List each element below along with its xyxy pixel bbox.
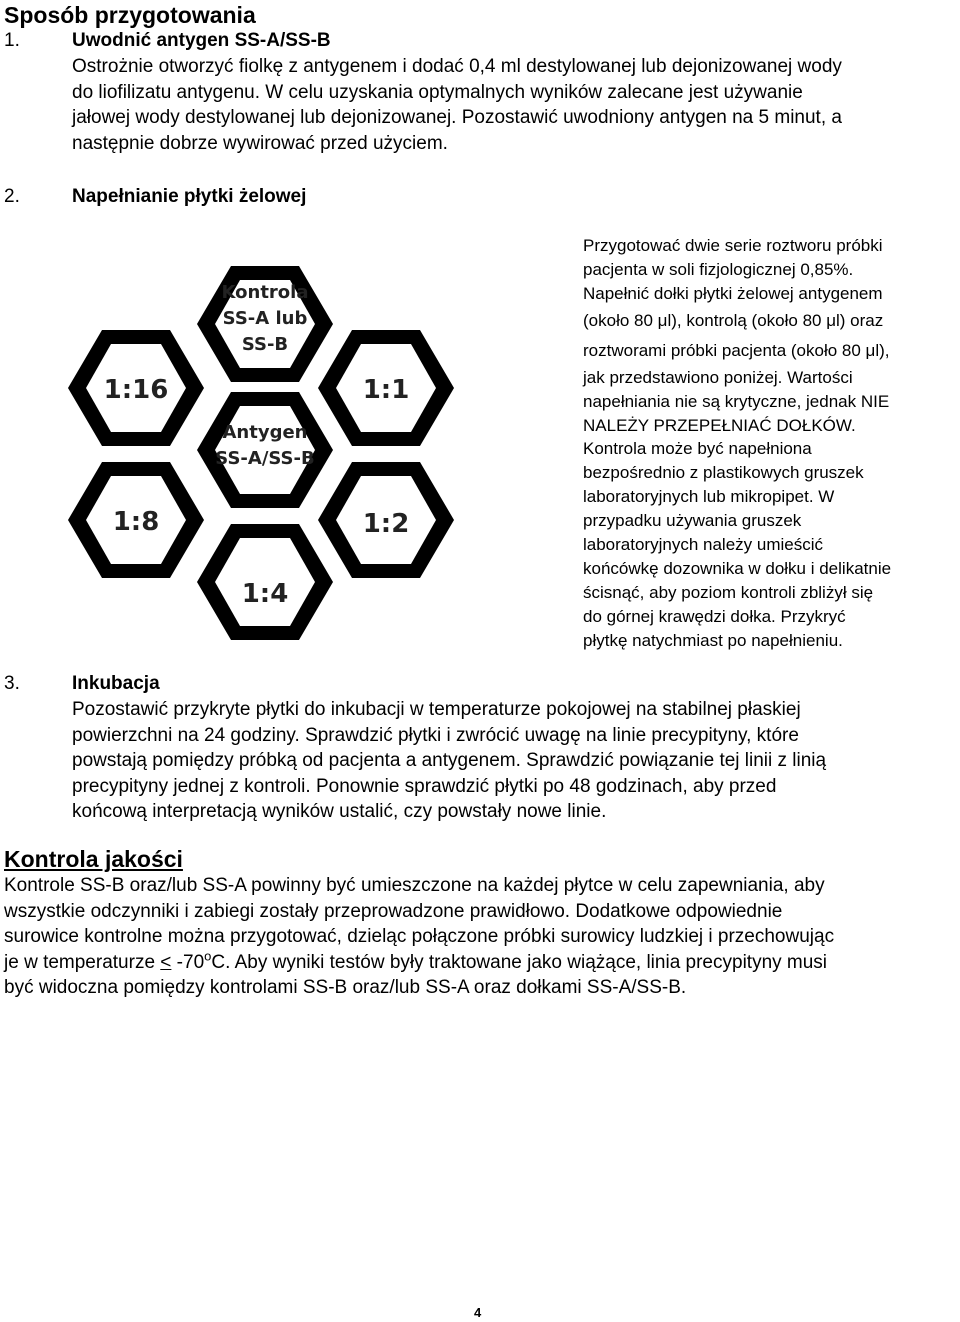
step-3-heading (4, 671, 404, 697)
dilution-label: 1:4 (241, 579, 289, 609)
step-2-line: przypadku używania gruszek (583, 511, 802, 531)
dilution-label: 1:1 (362, 375, 410, 405)
quality-line: surowice kontrolne można przygotować, dzieląc połączone próbki surowicy ludzkiej i przechowując (4, 926, 835, 947)
dilution-label: 1:16 (103, 375, 169, 405)
step-3-line: Pozostawić przykryte płytki do inkubacji w temperaturze pokojowej na stabilnej płaskiej (72, 699, 801, 720)
step-1-line: następnie dobrze wywirować przed użyciem. (72, 132, 448, 154)
well-control-label: SS-A lub (222, 308, 308, 329)
step-3-line: końcową interpretacją wyników ustalić, czy powstały nowe linie. (72, 801, 607, 822)
step-2-line: Przygotować dwie serie roztworu próbki (583, 236, 883, 255)
step-2-line: (około 80 μl), kontrolą (około 80 μl) oraz (583, 310, 884, 330)
degree-sign: o (204, 948, 212, 964)
step-2-line: NALEŻY PRZEPEŁNIAĆ DOŁKÓW. (583, 415, 856, 435)
step-1-line: jałowej wody destylowanej lub dejonizowanej. Pozostawić uwodniony antygen na 5 minut, a (72, 107, 842, 128)
step-2-line: bezpośrednio z plastikowych gruszek (583, 463, 864, 483)
quality-control-heading: Kontrola jakości (4, 846, 183, 872)
quality-control-text (4, 873, 956, 1001)
quality-line: być widoczna pomiędzy kontrolami SS-B oraz/lub SS-A oraz dołkami SS-A/SS-B. (4, 977, 687, 998)
dilution-label: 1:8 (112, 507, 160, 537)
step-1-line: do liofilizatu antygenu. W celu uzyskania optymalnych wyników zalecane jest używanie (72, 81, 803, 103)
well-antigen-label: Antygen (222, 422, 308, 443)
well-antigen-label: SS-A/SS-B (215, 448, 315, 469)
step-1-text (72, 54, 956, 156)
gel-plate-diagram (62, 248, 462, 640)
step-2-line: Kontrola może być napełniona (583, 439, 812, 459)
step-2-line: końcówkę dozownika w dołku i delikatnie (583, 558, 892, 578)
step-2-line: pacjenta w soli fizjologicznej 0,85%. (583, 259, 854, 279)
step-2-heading (4, 184, 404, 210)
hexagon-wells-diagram (62, 248, 462, 640)
step-2-number: 2. (4, 186, 20, 207)
step-3-title: Inkubacja (72, 673, 160, 694)
step-2-text (583, 234, 955, 653)
step-2-line: laboratoryjnych lub mikropipet. W (583, 487, 835, 507)
step-2-line: do górnej krawędzi dołka. Przykryć (583, 606, 846, 626)
step-2-title: Napełnianie płytki żelowej (72, 186, 307, 207)
quality-line-temperature (4, 950, 956, 976)
step-2-line: płytkę natychmiast po napełnieniu. (583, 630, 843, 650)
step-3-line: powstają pomiędzy próbką od pacjenta a antygenem. Sprawdzić powiązanie tej linii z linią (72, 750, 827, 771)
step-2-line: napełniania nie są krytyczne, jednak NIE (583, 391, 890, 411)
step-1-title: Uwodnić antygen SS-A/SS-B (72, 30, 331, 51)
step-2-line: Napełnić dołki płytki żelowej antygenem (583, 283, 883, 303)
less-or-equal-sign: < (160, 951, 172, 973)
step-2-line: roztworami próbki pacjenta (około 80 μl), (583, 340, 890, 360)
well-control-label: SS-B (241, 334, 289, 355)
step-3-line: powierzchni na 24 godziny. Sprawdzić płytki i zwrócić uwagę na linie precypityny, które (72, 724, 799, 746)
step-1-number: 1. (4, 30, 20, 51)
step-2-line: laboratoryjnych należy umieścić (583, 535, 823, 555)
quality-line: wszystkie odczynniki i zabiegi zostały przeprowadzone prawidłowo. Dodatkowe odpowiednie (4, 900, 783, 922)
step-3-line: precypityny jednej z kontroli. Ponownie sprawdzić płytki po 48 godzinach, aby przed (72, 775, 777, 797)
well-control-label: Kontrola (221, 282, 309, 303)
step-2-line: ścisnąć, aby poziom kontroli zbliżył się (583, 582, 874, 602)
step-3-number: 3. (4, 673, 20, 694)
page-number: 4 (474, 1305, 482, 1320)
quality-line-part: C. Aby wyniki testów były traktowane jako wiążące, linia precypityny musi (211, 951, 828, 973)
dilution-label: 1:2 (362, 509, 410, 539)
quality-line: Kontrole SS-B oraz/lub SS-A powinny być umieszczone na każdej płytce w celu zapewniania, aby (4, 875, 825, 896)
step-1-heading (4, 28, 404, 54)
quality-line-part: je w temperaturze (4, 951, 161, 973)
step-2-line: jak przedstawiono poniżej. Wartości (583, 367, 853, 387)
temperature-value: -70 (171, 951, 205, 973)
page-title: Sposób przygotowania (4, 2, 256, 28)
step-1-line: Ostrożnie otworzyć fiolkę z antygenem i dodać 0,4 ml destylowanej lub dejonizowanej wody (72, 56, 842, 77)
step-3-text (72, 697, 956, 825)
